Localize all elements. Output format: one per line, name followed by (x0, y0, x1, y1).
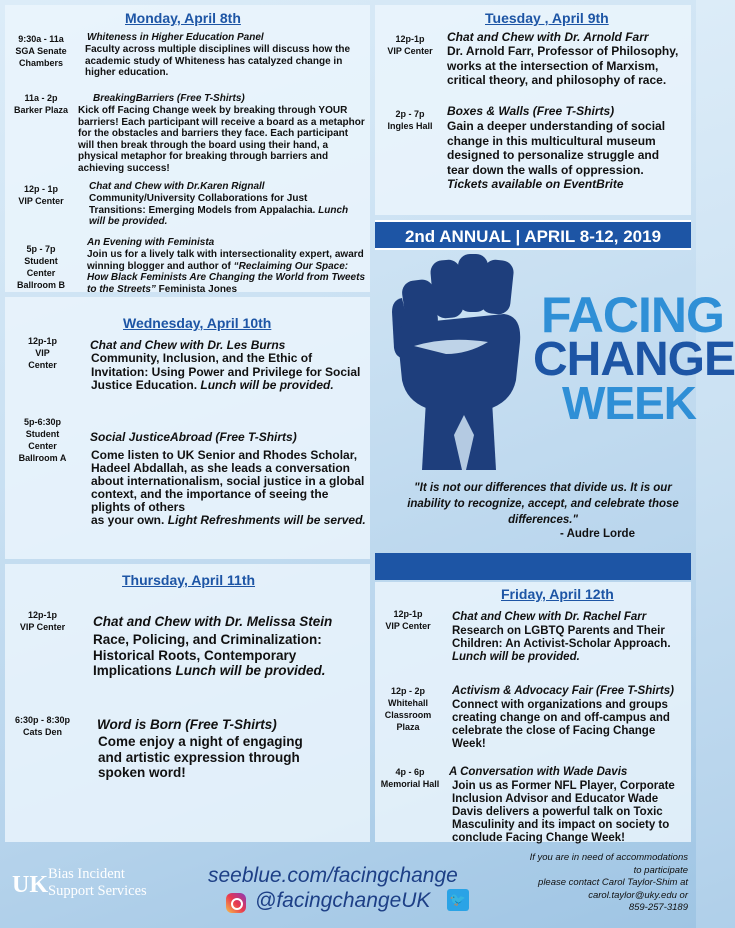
org-name-line1: Bias Incident (48, 866, 125, 882)
event-time: 6:30p - 8:30p Cats Den (14, 715, 71, 737)
event-time: 5p - 7p Student Center Ballroom B (16, 244, 65, 290)
logo-change: CHANGE (533, 333, 735, 386)
event-desc-italic: Lunch will be provided. (452, 651, 580, 663)
event-desc (93, 632, 363, 679)
event-desc: Faculty across multiple disciplines will discuss how the academic study of Whiteness has catalyzed change in higher education. (85, 44, 351, 78)
annual-banner: 2nd ANNUAL | APRIL 8-12, 2019 (375, 220, 691, 250)
friday-panel (375, 582, 691, 842)
event-time: 9:30a - 11a SGA Senate Chambers (15, 34, 67, 68)
raised-fist-icon (384, 250, 534, 470)
svg-text:UK: UK (12, 872, 48, 898)
event-title: Chat and Chew with Dr. Rachel Farr (452, 611, 647, 623)
wednesday-panel (5, 297, 370, 559)
event-desc-end: Feminista Jones (155, 283, 238, 295)
event-title: Chat and Chew with Dr. Les Burns (90, 338, 286, 352)
website-link[interactable]: seeblue.com/facingchange (208, 864, 458, 887)
event-desc-italic: Lunch will be provided. (175, 663, 326, 678)
event-desc-italic: “Reclaiming Our Space: How Black Feminists Are Changing the World from Tweets to the Streets” (87, 260, 366, 295)
event-title: Whiteness in Higher Education Panel (87, 32, 264, 43)
monday-panel (5, 5, 370, 295)
event-desc-italic: Light Refreshments will be served. (167, 513, 366, 527)
event-desc (89, 193, 349, 228)
twitter-icon[interactable]: 🐦 (447, 889, 469, 911)
event-title: Word is Born (Free T-Shirts) (97, 717, 277, 732)
event-time: 12p-1p VIP Center (19, 610, 66, 632)
event-title: Boxes & Walls (Free T-Shirts) (447, 104, 615, 118)
thursday-panel (5, 564, 370, 842)
event-time: 2p - 7p Ingles Hall (387, 109, 433, 131)
event-title: BreakingBarriers (Free T-Shirts) (93, 93, 245, 104)
org-name-line2: Support Services (48, 883, 147, 899)
logo-facing: FACING (541, 287, 724, 343)
event-title: An Evening with Feminista (87, 237, 215, 248)
event-desc: Kick off Facing Change week by breaking through YOUR barriers! Each participant will receive a board as a metaphor for the obstacles and barriers they face. Each participant will then break through the board using their hand, a physical metaphor for breaking through barriers and achieving success! (78, 105, 365, 174)
event-title: Chat and Chew with Dr. Arnold Farr (447, 30, 649, 44)
event-desc (452, 625, 677, 664)
event-desc-italic: Tickets available on EventBrite (447, 177, 624, 191)
event-desc: Join us as Former NFL Player, Corporate Inclusion Advisor and Educator Wade Davis delivers a powerful talk on Toxic Masculinity and its impact on society to conclude Facing Change Week! (452, 780, 675, 844)
instagram-icon[interactable] (226, 893, 246, 913)
wednesday-title: Wednesday, April 10th (123, 315, 272, 331)
event-time: 12p-1p VIP Center (385, 609, 431, 631)
org-name (48, 866, 147, 900)
quote-author: - Audre Lorde (560, 528, 635, 540)
event-title: Activism & Advocacy Fair (Free T-Shirts) (452, 685, 674, 697)
logo-week: WEEK (562, 377, 696, 429)
uk-logo-icon (12, 868, 46, 898)
event-desc (91, 352, 361, 393)
thursday-title: Thursday, April 11th (122, 572, 256, 588)
event-desc-text: Research on LGBTQ Parents and Their Children: An Activist-Scholar Approach. (452, 625, 671, 650)
event-time: 12p-1p VIP Center (27, 336, 57, 370)
event-desc-italic: Lunch will be provided. (200, 378, 334, 392)
event-desc-text: Join us for a lively talk with intersectionality expert, award winning blogger and author of (87, 249, 364, 272)
event-time: 11a - 2p Barker Plaza (13, 93, 69, 115)
event-title: Chat and Chew with Dr. Melissa Stein (93, 614, 333, 629)
event-title: Social JusticeAbroad (Free T-Shirts) (90, 430, 297, 444)
event-desc: Dr. Arnold Farr, Professor of Philosophy, works at the intersection of Marxism, critical theory, and philosophy of race. (447, 44, 679, 87)
event-title: Chat and Chew with Dr.Karen Rignall (89, 181, 265, 192)
event-desc-italic: Lunch will be provided. (89, 204, 349, 227)
event-desc-text: Come listen to UK Senior and Rhodes Scholar, Hadeel Abdallah, as she leads a conversation about internationalism, social justice in a global context, and the importance of seeing the plights of others as your own. (91, 448, 365, 527)
event-time: 4p - 6p Memorial Hall (380, 767, 440, 789)
event-time: 5p-6:30p Student Center Ballroom A (18, 417, 67, 463)
monday-title: Monday, April 8th (125, 10, 241, 26)
tuesday-title: Tuesday , April 9th (485, 10, 609, 26)
event-time: 12p-1p VIP Center (387, 34, 433, 56)
event-desc: Connect with organizations and groups creating change on and off-campus and celebrate the close of Facing Change Week! (452, 699, 670, 750)
event-desc-text: Community/University Collaborations for Just Transitions: Emerging Models from Appalachia. (89, 193, 316, 216)
event-time: 12p - 1p VIP Center (18, 184, 64, 206)
event-desc-text: Race, Policing, and Criminalization: Historical Roots, Contemporary Implications (93, 632, 322, 678)
social-handle[interactable]: @facingchangeUK (255, 889, 431, 912)
accommodations-note: If you are in need of accommodations to participate please contact Carol Taylor-Shim at carol.taylor@uky.edu or 859-257-3189 (529, 852, 688, 913)
event-desc: Come enjoy a night of engaging and artistic expression through spoken word! (98, 734, 303, 780)
event-desc-text: Gain a deeper understanding of social change in this multicultural museum designed to personalize struggle and tear down the walls of oppression. (447, 119, 666, 177)
tuesday-panel (375, 5, 691, 215)
decorative-bar (375, 553, 691, 580)
event-desc-text: Community, Inclusion, and the Ethic of Invitation: Using Power and Privilege for Social Justice Education. (91, 351, 361, 392)
event-time: 12p - 2p Whitehall Classroom Plaza (384, 686, 432, 732)
quote-text: "It is not our differences that divide us. It is our inability to recognize, accept, and celebrate those differences." (407, 482, 679, 526)
event-title: A Conversation with Wade Davis (449, 766, 628, 778)
friday-title: Friday, April 12th (501, 586, 614, 602)
event-desc (87, 249, 369, 295)
event-desc (91, 449, 367, 527)
event-desc (447, 119, 683, 192)
